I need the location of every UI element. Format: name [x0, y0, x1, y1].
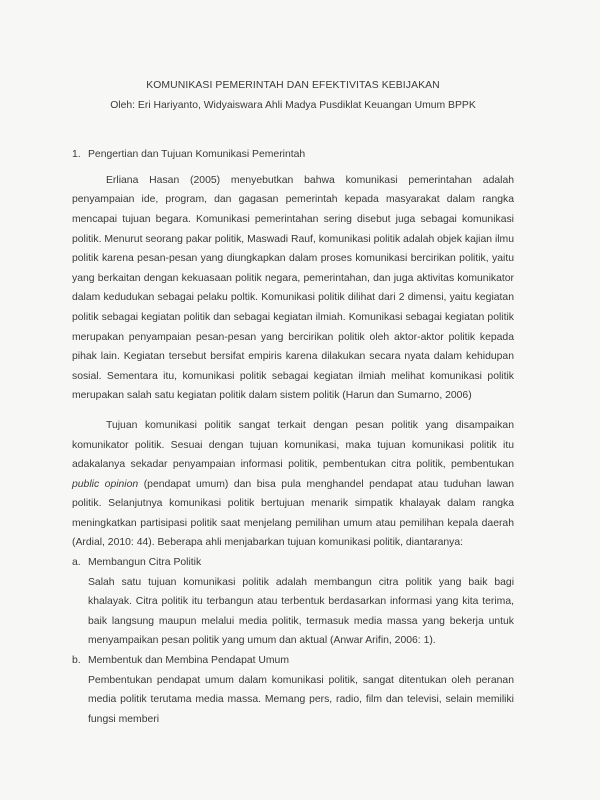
paragraph-1: Erliana Hasan (2005) menyebutkan bahwa komunikasi pemerintahan adalah penyampaian ide, program, dan gagasan pemerintah kepada masyarakat dalam rangka mencapai tujuan begara. Komunikasi pemerintahan sering disebut juga sebagai komunikasi politik. Menurut seorang pakar politik, Maswadi Rauf, komunikasi politik adalah objek kajian ilmu politik karena pesan-pesan yang diungkapkan dalam proses komunikasi bercirikan politik, yaitu yang berkaitan dengan kekuasaan politik negara, pemerintahan, dan juga aktivitas komunikator dalam kedudukan sebagai pelaku poltik. Komunikasi politik dilihat dari 2 dimensi, yaitu kegiatan politik sebagai kegiatan politik dan sebagai kegiatan ilmiah. Komunikasi sebagai kegiatan politik merupakan penyampaian pesan-pesan yang bercirikan politik oleh aktor-aktor politik kepada pihak lain. Kegiatan tersebut bersifat empiris karena dilakukan secara nyata dalam kehidupan sosial. Sementara itu, komunikasi politik sebagai kegiatan ilmiah melihat komunikasi politik merupakan salah satu kegiatan politik dalam sistem politik (Harun dan Sumarno, 2006) — [72, 174, 514, 402]
paragraph-2-before: Tujuan komunikasi politik sangat terkait dengan pesan politik yang disampaikan komunikator politik. Sesuai dengan tujuan komunikasi, maka tujuan komunikasi politik itu adakalanya sekadar penyampaian informasi politik, pembentukan citra politik, pembentukan — [72, 419, 514, 471]
document-author: Oleh: Eri Hariyanto, Widyaiswara Ahli Madya Pusdiklat Keuangan Umum BPPK — [110, 99, 476, 111]
list-item-body: Salah satu tujuan komunikasi politik adalah membangun citra politik yang baik bagi khalayak. Citra politik itu terbangun atau terbentuk berdasarkan informasi yang kita terima, baik langsung maupun melalui media politik, termasuk media massa yang bekerja untuk menyampaikan pesan politik yang umum dan aktual (Anwar Arifin, 2006: 1). — [88, 576, 514, 647]
list-item-title — [72, 553, 514, 573]
section-title: Pengertian dan Tujuan Komunikasi Pemerintah — [88, 149, 306, 161]
section-number: 1. — [72, 149, 81, 161]
list-item-heading: Membentuk dan Membina Pendapat Umum — [88, 655, 289, 667]
list-item-letter: a. — [72, 557, 81, 569]
paragraph-2-after: (pendapat umum) dan bisa pula menghandel pendapat atau tuduhan lawan politik. Selanjutnya komunikasi politik bertujuan menarik simpatik khalayak dalam rangka meningkatkan partisipasi politik saat menjelang pemilihan umum atau pemilihan kepala daerah (Ardial, 2010: 44). Beberapa ahli menjabarkan tujuan komunikasi politik, diantaranya: — [72, 478, 514, 549]
list-item-letter: b. — [72, 655, 81, 667]
section-heading — [72, 145, 514, 165]
paragraph-2 — [72, 416, 514, 553]
list-item-heading: Membangun Citra Politik — [88, 557, 202, 569]
paragraph-2-italic: public opinion — [72, 478, 139, 490]
document-title: KOMUNIKASI PEMERINTAH DAN EFEKTIVITAS KEBIJAKAN — [146, 80, 440, 91]
list-item-b — [72, 651, 514, 729]
list-item-body: Pembentukan pendapat umum dalam komunikasi politik, sangat ditentukan oleh peranan media politik terutama media massa. Memang pers, radio, film dan televisi, selain memiliki fungsi memberi — [88, 674, 514, 725]
list-item-a — [72, 553, 514, 651]
list-item-title — [72, 651, 514, 671]
